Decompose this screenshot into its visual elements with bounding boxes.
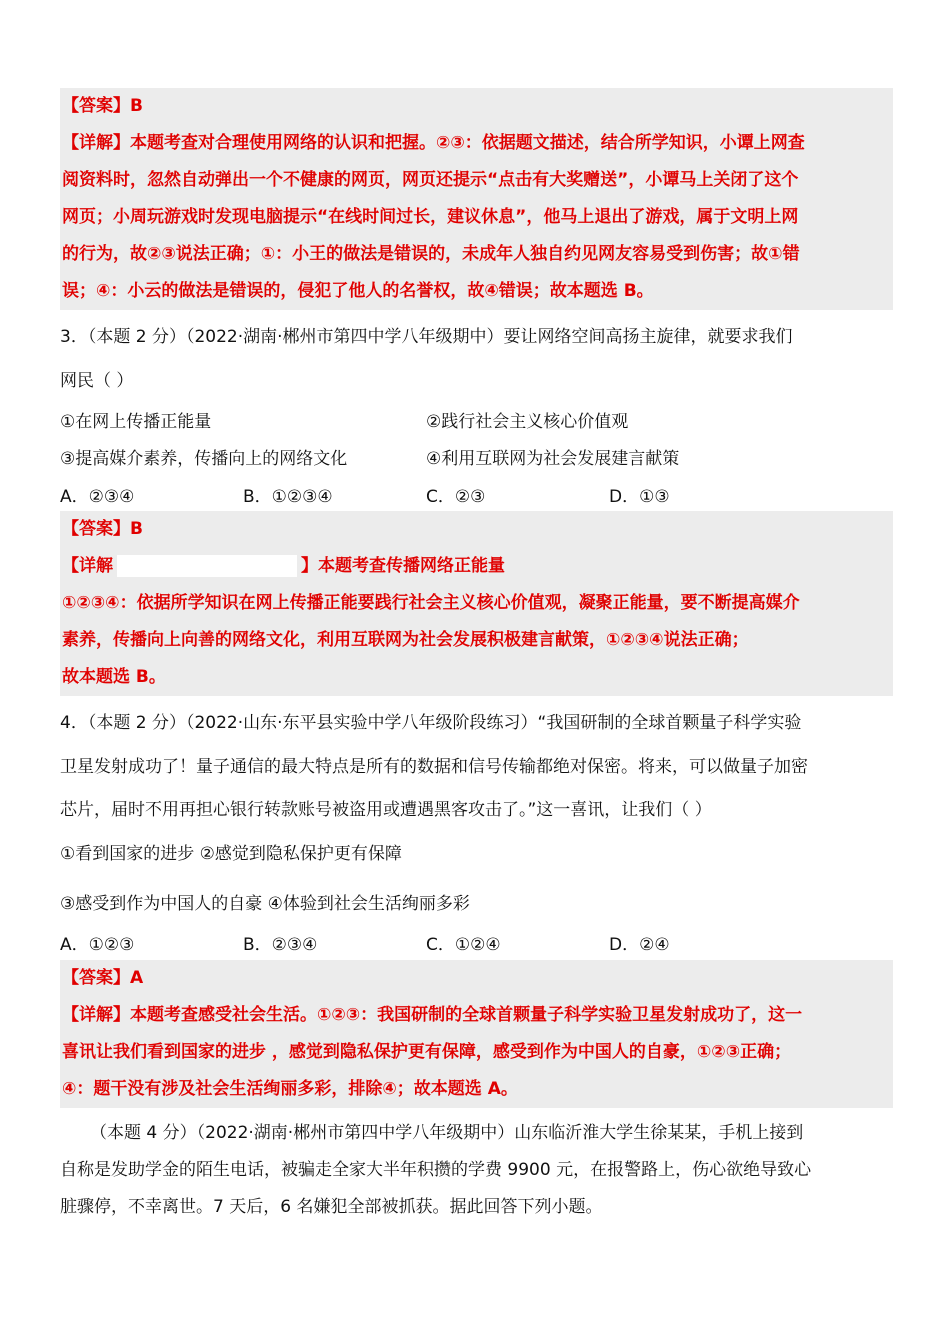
detail-heading [60,548,893,585]
question-3-option-a: A．②③④ [60,487,135,507]
question-3-option-d: D．①③ [609,487,670,507]
blank-box [117,555,297,577]
answer-block-q4 [60,960,893,1108]
question-3-option-b: B．①②③④ [243,487,333,507]
question-4-stem: 卫星发射成功了！量子通信的最大特点是所有的数据和信号传输都绝对保密。将来，可以做量子加密 [60,757,808,777]
question-3-stem-cont: 网民（ ） [60,371,134,391]
question-5-stem: 自称是发助学金的陌生电话，被骗走全家大半年积攒的学费 9900 元，在报警路上，伤心欲绝导致心 [60,1160,812,1180]
detail-line: 【详解】本题考查感受社会生活。①②③：我国研制的全球首颗量子科学实验卫星发射成功了，这一 [62,1005,803,1025]
question-5-stem: 脏骤停，不幸离世。7 天后，6 名嫌犯全部被抓获。据此回答下列小题。 [60,1197,603,1217]
question-5-stem: （本题 4 分）（2022·湖南·郴州市第四中学八年级期中）山东临沂淮大学生徐某某，手机上接到 [90,1123,804,1143]
answer-label: 【答案】A [62,968,144,988]
question-4-option-d: D．②④ [609,935,670,955]
question-4-option-c: C．①②④ [426,935,501,955]
detail-line: 【详解】本题考查对合理使用网络的认识和把握。②③：依据题文描述，结合所学知识，小谭上网查 [62,133,805,153]
answer-block-q2 [60,88,893,310]
question-4-stem: 4．（本题 2 分）（2022·山东·东平县实验中学八年级阶段练习）“我国研制的全球首颗量子科学实验 [60,713,802,733]
detail-line: 网页；小周玩游戏时发现电脑提示“在线时间过长，建议休息”，他马上退出了游戏，属于文明上网 [62,207,799,227]
question-3-item: ④利用互联网为社会发展建言献策 [426,449,680,469]
detail-line: 的行为，故②③说法正确；①：小王的做法是错误的，未成年人独自约见网友容易受到伤害；故①错 [62,244,800,264]
detail-line: 误；④：小云的做法是错误的，侵犯了他人的名誉权，故④错误；故本题选 B。 [62,281,654,301]
question-4-stem: 芯片，届时不用再担心银行转款账号被盗用或遭遇黑客攻击了。”这一喜讯，让我们（ ） [60,800,712,820]
question-3-option-c: C．②③ [426,487,486,507]
answer-label: 【答案】B [62,519,143,539]
detail-line: 故本题选 B。 [62,667,166,687]
answer-label: 【答案】B [62,96,143,116]
question-4-option-b: B．②③④ [243,935,318,955]
question-3-item: ①在网上传播正能量 [60,412,212,432]
detail-prefix: 【详解 [62,556,113,576]
detail-line: 阅资料时，忽然自动弹出一个不健康的网页，网页还提示“点击有大奖赠送”，小谭马上关闭了这个 [62,170,799,190]
question-4-option-a: A．①②③ [60,935,135,955]
detail-line: 喜讯让我们看到国家的进步 ，感觉到隐私保护更有保障，感受到作为中国人的自豪，①②③正确； [62,1042,792,1062]
detail-line: ④：题干没有涉及社会生活绚丽多彩，排除④；故本题选 A。 [62,1079,518,1099]
detail-line: 素养，传播向上向善的网络文化，利用互联网为社会发展积极建言献策，①②③④说法正确； [62,630,749,650]
detail-suffix: 】本题考查传播网络正能量 [301,556,505,576]
question-3-stem: 3．（本题 2 分）（2022·湖南·郴州市第四中学八年级期中）要让网络空间高扬主旋律，就要求我们 [60,327,793,347]
detail-line: ①②③④：依据所学知识在网上传播正能要践行社会主义核心价值观，凝聚正能量，要不断提高媒介 [62,593,800,613]
question-3-item: ③提高媒介素养，传播向上的网络文化 [60,449,348,469]
answer-block-q3 [60,511,893,696]
question-4-items: ①看到国家的进步 ②感觉到隐私保护更有保障 [60,844,402,864]
question-4-items: ③感受到作为中国人的自豪 ④体验到社会生活绚丽多彩 [60,894,470,914]
question-3-item: ②践行社会主义核心价值观 [426,412,629,432]
